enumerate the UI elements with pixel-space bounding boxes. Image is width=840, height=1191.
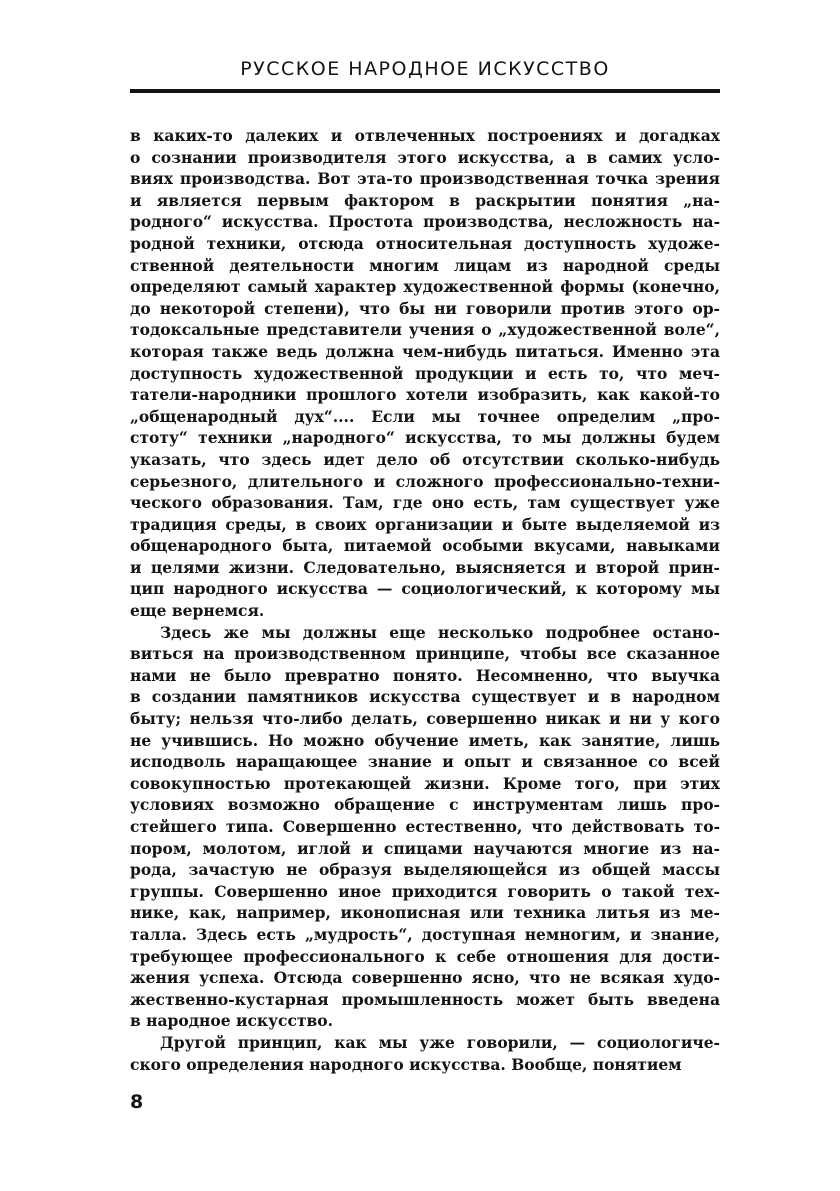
text-line: и является первым фактором в раскрытии понятия „на- <box>130 190 720 210</box>
text-line: виях производства. Вот эта-то производственная точка зрения <box>130 169 720 189</box>
text-line: в создании памятников искусства существует и в народном <box>130 687 720 707</box>
text-line: совокупностью протекающей жизни. Кроме того, при этих <box>130 773 720 793</box>
text-line: родного“ искусства. Простота производства, несложность на- <box>130 212 720 232</box>
text-line: условиях возможно обращение с инструментам лишь про- <box>130 795 720 815</box>
text-line: „общенародный дух“.... Если мы точнее определим „про- <box>130 406 720 426</box>
paragraph <box>130 622 720 1032</box>
body-text <box>130 125 720 1075</box>
text-line: жения успеха. Отсюда совершенно ясно, что не всякая худо- <box>130 968 720 988</box>
text-line: родной техники, отсюда относительная доступность художе- <box>130 233 720 253</box>
text-line: ческого образования. Там, где оно есть, там существует уже <box>130 493 720 513</box>
text-line: доступность художественной продукции и есть то, что меч- <box>130 363 720 383</box>
text-line: виться на производственном принципе, чтобы все сказанное <box>130 644 720 664</box>
text-line: требующее профессионального к себе отношения для дости- <box>130 946 720 966</box>
text-line: цип народного искусства — социологический, к которому мы <box>130 579 720 599</box>
text-line: рода, зачастую не образуя выделяющейся из общей массы <box>130 860 720 880</box>
text-line: нами не было превратно понято. Несомненно, что выучка <box>130 665 720 685</box>
text-line: группы. Совершенно иное приходится говорить о такой тех- <box>130 881 720 901</box>
text-line: в народное искусство. <box>130 1011 334 1031</box>
text-line: которая также ведь должна чем-нибудь питаться. Именно эта <box>130 341 720 361</box>
header-rule <box>130 89 720 93</box>
text-line: традиция среды, в своих организации и быте выделяемой из <box>130 514 720 534</box>
text-line: в каких-то далеких и отвлеченных построениях и догадках <box>130 126 720 145</box>
text-line: быту; нельзя что-либо делать, совершенно никак и ни у кого <box>130 709 720 729</box>
paragraph <box>130 1032 720 1075</box>
text-line: до некоторой степени), что бы ни говорили против этого ор- <box>130 298 720 318</box>
text-line: исподволь наращающее знание и опыт и связанное со всей <box>130 752 720 772</box>
running-title: РУССКОЕ НАРОДНОЕ ИСКУССТВО <box>240 58 610 80</box>
text-line: указать, что здесь идет дело об отсутствии сколько-нибудь <box>130 449 720 469</box>
text-line: не учившись. Но можно обучение иметь, как занятие, лишь <box>130 730 720 750</box>
text-line: о сознании производителя этого искусства, а в самих усло- <box>130 147 720 167</box>
text-line: талла. Здесь есть „мудрость“, доступная немногим, и знание, <box>130 924 720 944</box>
paragraph <box>130 125 720 622</box>
text-line: Здесь же мы должны еще несколько подробнее остано- <box>160 622 720 642</box>
text-line: пором, молотом, иглой и спицами научаются многие из на- <box>130 838 720 858</box>
text-line: жественно-кустарная промышленность может быть введена <box>130 989 720 1009</box>
text-line: татели-народники прошлого хотели изобразить, как какой-то <box>130 385 720 405</box>
text-line: Другой принцип, как мы уже говорили, — социологиче- <box>160 1032 720 1052</box>
text-line: тодоксальные представители учения о „художественной воле“, <box>130 320 720 340</box>
text-line: общенародного быта, питаемой особыми вкусами, навыками <box>130 536 720 556</box>
text-line: ского определения народного искусства. Вообще, понятием <box>130 1054 682 1074</box>
text-line: ственной деятельности многим лицам из народной среды <box>130 255 720 275</box>
text-line: стоту“ техники „народного“ искусства, то мы должны будем <box>130 428 720 448</box>
text-line: нике, как, например, иконописная или техника литья из ме- <box>130 903 720 923</box>
text-line: серьезного, длительного и сложного профессионально-техни- <box>130 471 720 491</box>
text-line: стейшего типа. Совершенно естественно, что действовать то- <box>130 817 720 836</box>
text-line: определяют самый характер художественной формы (конечно, <box>130 277 720 297</box>
page-number: 8 <box>130 1091 144 1113</box>
text-line: и целями жизни. Следовательно, выясняется и второй прин- <box>130 557 720 577</box>
text-line: еще вернемся. <box>130 601 265 621</box>
